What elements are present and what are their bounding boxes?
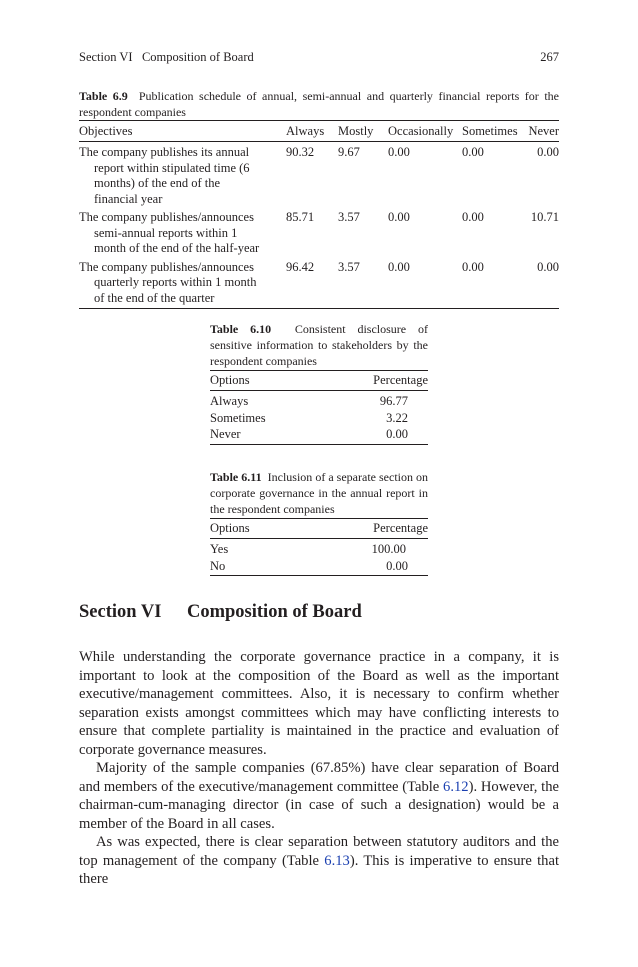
column-header-mostly: Mostly xyxy=(338,121,388,142)
always-cell: 85.71 xyxy=(286,210,315,224)
table-6-10-header-row xyxy=(210,371,428,391)
column-header-percentage: Percentage xyxy=(340,519,428,539)
objective-cell: The company publishes its annual report within stipulated time (6 months) of the end of the financial year xyxy=(79,145,250,206)
objective-cell: The company publishes/announces semi-annual reports within 1 month of the end of the half-year xyxy=(79,210,260,255)
paragraph-2 xyxy=(79,759,559,833)
table-6-9-label: Table 6.9 xyxy=(79,89,128,103)
column-header-always: Always xyxy=(286,121,338,142)
never-cell: 0.00 xyxy=(518,257,559,309)
paragraph-1: While understanding the corporate governance practice in a company, it is important to look at the composition of the Board as well as the important executive/management committees. Also, it is necessary to confirm whether separation exists amongst committees which may have conflicting interests to ensure that complete partiality is maintained in the practice and evaluation of corporate governance measures. xyxy=(79,649,559,758)
table-6-11 xyxy=(210,518,428,576)
running-head-section: Section VI Composition of Board xyxy=(79,50,254,64)
column-header-objectives: Objectives xyxy=(79,121,286,142)
occasionally-cell: 0.00 xyxy=(388,210,410,224)
sometimes-cell: 0.00 xyxy=(462,145,484,159)
percentage-cell: 0.00 xyxy=(340,558,428,576)
mostly-cell: 3.57 xyxy=(338,210,360,224)
mostly-cell: 9.67 xyxy=(338,145,360,159)
table-row xyxy=(210,391,428,410)
section-title: Composition of Board xyxy=(187,602,362,622)
table-row xyxy=(79,142,559,208)
percentage-cell: 3.22 xyxy=(386,410,408,425)
body-text xyxy=(79,648,559,889)
column-header-never: Never xyxy=(518,121,559,142)
table-row xyxy=(210,426,428,444)
always-cell: 90.32 xyxy=(286,145,315,159)
option-cell: Always xyxy=(210,394,249,408)
section-number: Section VI xyxy=(79,602,162,622)
percentage-cell: 96.77 xyxy=(379,394,408,408)
table-6-10-caption-text: Consistent disclosure of sensitive information to stakeholders by the respondent companies xyxy=(210,322,428,368)
table-6-9 xyxy=(79,120,559,309)
table-6-12-link[interactable]: 6.12 xyxy=(443,778,469,795)
always-cell: 96.42 xyxy=(286,257,338,309)
objective-cell: The company publishes/announces quarterly reports within 1 month of the end of the quarter xyxy=(79,257,286,309)
table-6-10 xyxy=(210,370,428,445)
option-cell: No xyxy=(210,558,340,576)
paragraph-3-text-start: As was expected, there is clear separation between statutory auditors and the top management of the company (Table xyxy=(79,834,559,869)
option-cell: Yes xyxy=(210,542,229,556)
table-row xyxy=(210,539,428,558)
paragraph-3-text-end: ). This is imperative to ensure that there xyxy=(79,852,559,887)
table-row xyxy=(210,558,428,576)
option-cell: Never xyxy=(210,426,340,444)
table-6-9-caption-text: Publication schedule of annual, semi-annual and quarterly financial reports for the respondent companies xyxy=(79,89,559,119)
table-6-11-caption xyxy=(210,469,428,517)
table-row xyxy=(79,207,559,257)
table-6-11-header-row xyxy=(210,519,428,539)
occasionally-cell: 0.00 xyxy=(388,257,462,309)
occasionally-cell: 0.00 xyxy=(388,145,410,159)
column-header-options: Options xyxy=(210,519,340,539)
table-row xyxy=(210,410,428,427)
column-header-percentage: Percentage xyxy=(340,371,428,391)
running-head xyxy=(79,50,559,66)
never-cell: 10.71 xyxy=(530,210,559,224)
sometimes-cell: 0.00 xyxy=(462,257,518,309)
table-6-9-caption xyxy=(79,88,559,120)
mostly-cell: 3.57 xyxy=(338,257,388,309)
sometimes-cell: 0.00 xyxy=(462,210,484,224)
option-cell: Sometimes xyxy=(210,410,266,425)
paragraph-2-text-start: Majority of the sample companies (67.85%) have clear separation of Board and members of the executive/management committee (Table xyxy=(79,760,559,795)
page-number: 267 xyxy=(540,50,559,64)
paragraph-3 xyxy=(79,833,559,889)
table-row xyxy=(79,257,559,309)
table-6-11-caption-text: Inclusion of a separate section on corporate governance in the annual report in the respondent companies xyxy=(210,470,429,516)
percentage-cell: 0.00 xyxy=(340,426,428,444)
column-header-options: Options xyxy=(210,371,340,391)
section-heading xyxy=(79,602,362,623)
table-6-9-header-row xyxy=(79,121,559,142)
table-6-13-link[interactable]: 6.13 xyxy=(324,852,350,869)
paragraph-2-text-end: ). However, the chairman-cum-managing director (in case of such a designation) would be a member of the Board in all cases. xyxy=(79,778,559,832)
table-6-10-label: Table 6.10 xyxy=(210,322,272,336)
column-header-occasionally: Occasionally xyxy=(388,121,462,142)
table-6-11-label: Table 6.11 xyxy=(210,470,262,484)
never-cell: 0.00 xyxy=(537,145,559,159)
percentage-cell: 100.00 xyxy=(371,542,406,556)
table-6-10-caption xyxy=(210,321,428,369)
column-header-sometimes: Sometimes xyxy=(462,121,518,142)
